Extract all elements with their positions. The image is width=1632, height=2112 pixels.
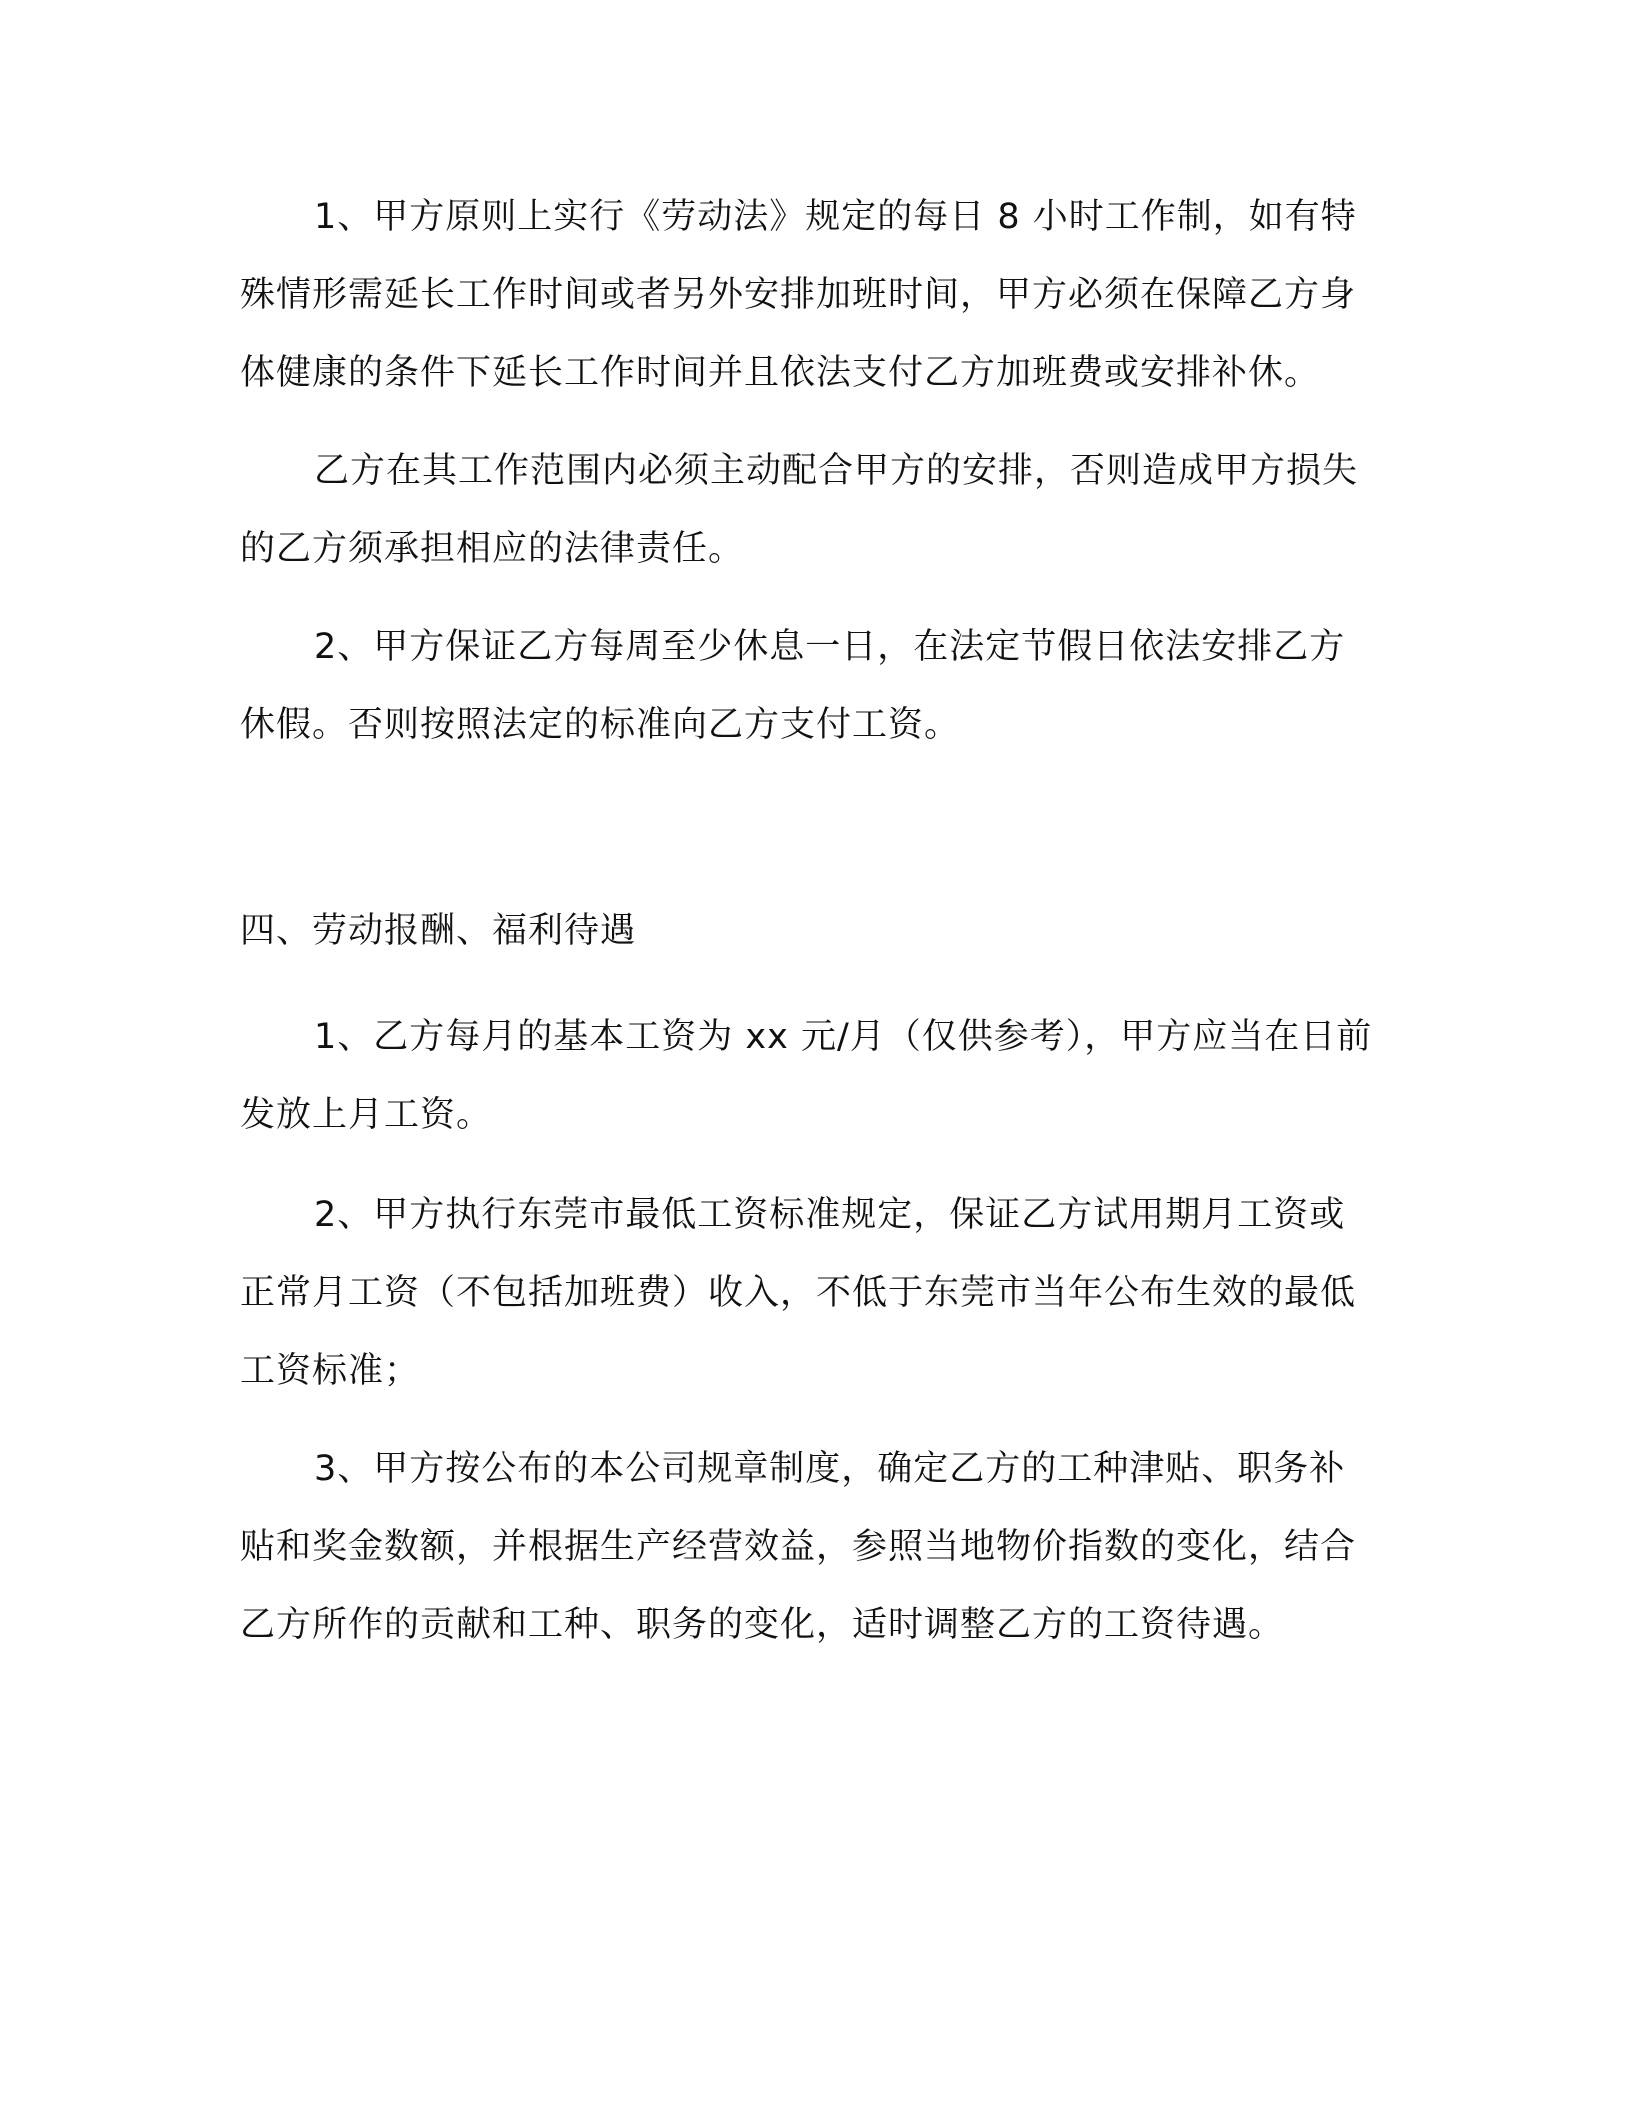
paragraph-base-salary: 1、乙方每月的基本工资为 xx 元/月（仅供参考），甲方应当在日前发放上月工资。 bbox=[240, 1017, 1373, 1135]
paragraph-rest-days: 2、甲方保证乙方每周至少休息一日，在法定节假日依法安排乙方休假。否则按照法定的标准向乙方支付工资。 bbox=[240, 627, 1346, 745]
paragraph-minimum-wage: 2、甲方执行东莞市最低工资标准规定，保证乙方试用期月工资或正常月工资（不包括加班费）收入，不低于东莞市当年公布生效的最低工资标准； bbox=[240, 1195, 1357, 1391]
section-heading-compensation: 四、劳动报酬、福利待遇 bbox=[240, 911, 637, 951]
paragraph-cooperation: 乙方在其工作范围内必须主动配合甲方的安排，否则造成甲方损失的乙方须承担相应的法律责任。 bbox=[240, 451, 1359, 569]
paragraph-work-hours: 1、甲方原则上实行《劳动法》规定的每日 8 小时工作制，如有特殊情形需延长工作时间或者另外安排加班时间，甲方必须在保障乙方身体健康的条件下延长工作时间并且依法支付乙方加班费或安排补休。 bbox=[240, 197, 1357, 393]
paragraph-allowances: 3、甲方按公布的本公司规章制度，确定乙方的工种津贴、职务补贴和奖金数额，并根据生产经营效益，参照当地物价指数的变化，结合乙方所作的贡献和工种、职务的变化，适时调整乙方的工资待遇。 bbox=[240, 1449, 1357, 1645]
